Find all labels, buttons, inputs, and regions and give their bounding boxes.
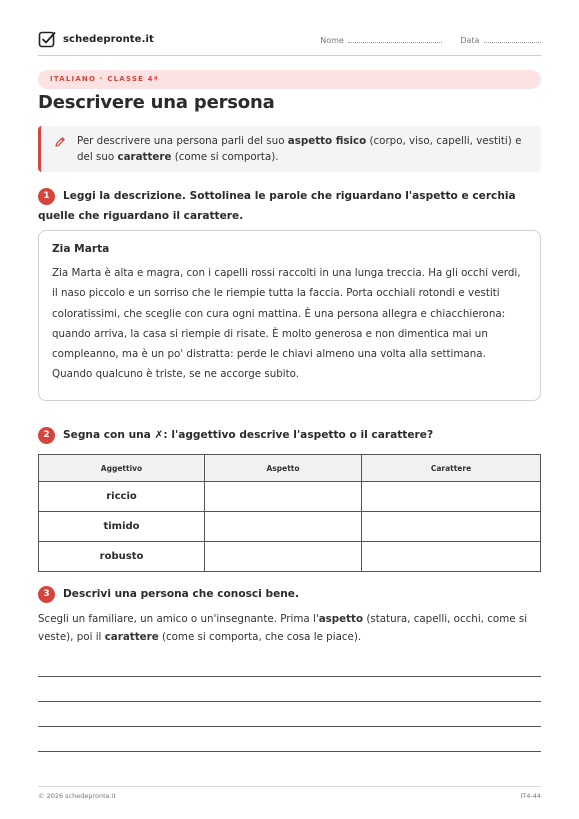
- reading-card: [38, 230, 541, 401]
- reading-text: Zia Marta è alta e magra, con i capelli rossi raccolti in una lunga treccia. Ha gli occhi verdi, il naso piccolo e un sorriso che le riempie tutta la faccia. Porta occhiali rotondi e vestiti coloratissimi, che sceglie con cura ogni mattina. È una persona allegra e chiacchierona: quando arriva, la casa si riempie di risate. È molto generosa e non dimentica mai un compleanno, ma è un po' distratta: perde le chiavi almeno una volta alla settimana. Quando qualcuno è triste, se ne accorge subito.: [52, 267, 521, 381]
- carattere-answer-cell[interactable]: [362, 512, 541, 542]
- carattere-answer-cell[interactable]: [362, 542, 541, 572]
- exercise-3-instruction: Descrivi una persona che conosci bene.: [63, 588, 300, 600]
- brand-name: schedepronte.it: [63, 33, 154, 45]
- exercise-3-text: Scegli un familiare, un amico o un'insegnante. Prima l'aspetto (statura, capelli, occhi, come si veste), poi il carattere (come si comporta, che cosa le piace).: [38, 613, 528, 643]
- name-field[interactable]: [320, 35, 442, 45]
- exercise-number-badge: 2: [38, 427, 55, 444]
- checkbox-logo-icon: [38, 30, 56, 48]
- info-box: [38, 126, 541, 172]
- column-header: Carattere: [362, 455, 541, 482]
- reading-title: Zia Marta: [52, 243, 110, 255]
- exercise-number-badge: 3: [38, 586, 55, 603]
- table-row: [39, 542, 541, 572]
- page-header: [38, 28, 541, 56]
- info-text: Per descrivere una persona parli del suo aspetto fisico (corpo, viso, capelli, vestiti) e del suo carattere (come si comporta).: [77, 135, 522, 163]
- adjective-table: [38, 454, 541, 572]
- sheet-code: IT4-44: [520, 792, 541, 800]
- exercise-2-heading: 2 Segna con una ✗: l'aggettivo descrive l'aspetto o il carattere?: [38, 425, 541, 445]
- category-pill: ITALIANO · CLASSE 4ª: [38, 70, 541, 89]
- page-title: Descrivere una persona: [38, 92, 275, 113]
- brand: [38, 30, 154, 48]
- date-label: Data: [460, 36, 480, 45]
- exercise-3-heading: [38, 584, 541, 604]
- exercise-number-badge: 1: [38, 188, 55, 205]
- writing-line[interactable]: [38, 751, 541, 752]
- adjective-cell: timido: [39, 512, 205, 542]
- student-fields: [320, 35, 541, 45]
- carattere-answer-cell[interactable]: [362, 482, 541, 512]
- exercise-1-heading: [38, 186, 541, 226]
- cross-mark-icon: ✗: [154, 429, 164, 441]
- column-header: Aggettivo: [39, 455, 205, 482]
- aspetto-answer-cell[interactable]: [205, 542, 362, 572]
- aspetto-answer-cell[interactable]: [205, 512, 362, 542]
- aspetto-answer-cell[interactable]: [205, 482, 362, 512]
- date-field[interactable]: [460, 35, 541, 45]
- column-header: Aspetto: [205, 455, 362, 482]
- page-footer: [38, 786, 541, 800]
- writing-line[interactable]: [38, 676, 541, 677]
- adjective-cell: riccio: [39, 482, 205, 512]
- name-label: Nome: [320, 36, 344, 45]
- adjective-cell: robusto: [39, 542, 205, 572]
- copyright: © 2026 schedepronte.it: [38, 792, 117, 800]
- writing-line[interactable]: [38, 701, 541, 702]
- pencil-icon: [54, 136, 66, 148]
- writing-line[interactable]: [38, 726, 541, 727]
- table-header-row: [39, 455, 541, 482]
- exercise-1-instruction: Leggi la descrizione. Sottolinea le parole che riguardano l'aspetto e cerchia quelle che riguardano il carattere.: [38, 190, 516, 222]
- table-row: [39, 512, 541, 542]
- table-row: [39, 482, 541, 512]
